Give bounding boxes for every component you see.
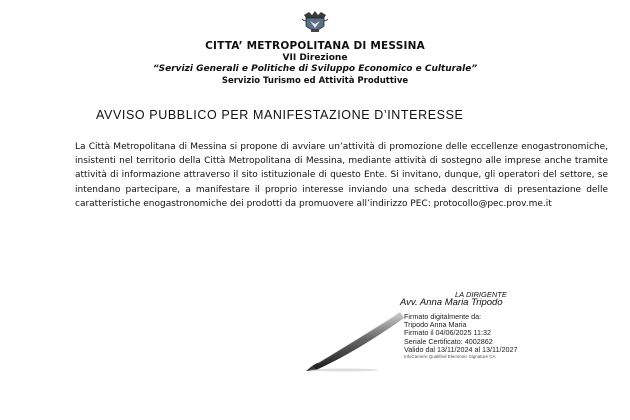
signature-issuer: InfoCamere Qualified Electronic Signature CA — [404, 354, 496, 360]
notice-body: La Città Metropolitana di Messina si propone di avviare un’attività di promozione delle eccellenze enogastronomiche, insistenti nel territorio della Città Metropolitana di Messina, mediante attività di sostegno alle imprese anche tramite attività di informazione attraverso il sito istituzionale di questo Ente. Si invitano, dunque, gli operatori del settore, se intendano partecipare, a manifestare il proprio interesse inviando una scheda descrittiva di presentazione delle caratteristiche enogastronomiche dei prodotti da promuovere all’indirizzo PEC: protocollo@pec.prov.me.it — [75, 142, 608, 209]
header-services: “Servizi Generali e Politiche di Sviluppo Economico e Culturale” — [152, 64, 478, 74]
header-institution: CITTA’ METROPOLITANA DI MESSINA — [205, 40, 425, 52]
signer-name: Avv. Anna Maria Tripodo — [400, 297, 503, 308]
header-direction: VII Direzione — [282, 53, 348, 63]
digital-signature-line: Firmato digitalmente da: — [404, 312, 482, 321]
header-office: Servizio Turismo ed Attività Produttive — [221, 76, 409, 86]
digital-signature-block — [404, 313, 518, 360]
fountain-pen-icon — [304, 308, 408, 372]
digital-signature-line: Seriale Certificato: 4002862 — [404, 336, 493, 346]
digital-signature-line: Tripodo Anna Maria — [404, 320, 467, 330]
notice-title: AVVISO PUBBLICO PER MANIFESTAZIONE D’INTERESSE — [96, 108, 464, 122]
digital-signature-line: Valido dal 13/11/2024 al 13/11/2027 — [404, 344, 518, 354]
digital-signature-line: Firmato il 04/06/2025 11:32 — [404, 328, 491, 338]
coat-of-arms-icon — [300, 6, 330, 36]
signer-role: LA DIRIGENTE — [455, 290, 507, 299]
